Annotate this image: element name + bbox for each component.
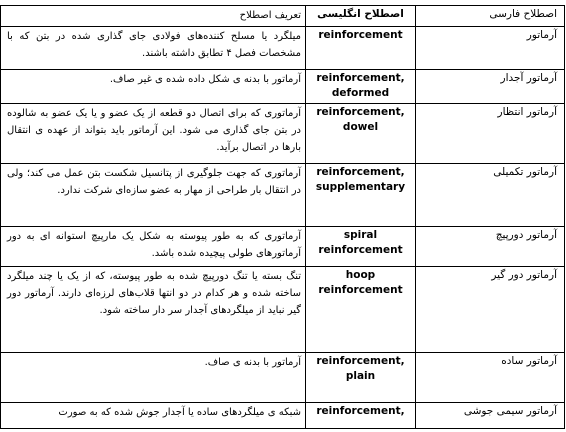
english-term xyxy=(306,267,416,353)
english-term xyxy=(306,104,416,164)
persian-term: آرماتور ساده xyxy=(416,353,565,403)
table-row xyxy=(1,164,565,227)
english-term-line: reinforcement xyxy=(318,284,403,296)
table-row xyxy=(1,227,565,267)
definition: شبکه ی میلگردهای ساده یا آجدار جوش شده که به صورت xyxy=(1,403,306,429)
english-term xyxy=(306,403,416,429)
definition: آرماتوری که جهت جلوگیری از پتانسیل شکست بتن عمل می کند؛ ولی در انتقال بار طراحی از مهار به عضو سازه‌ای شرکت ندارد. xyxy=(1,164,306,227)
english-term-line: dowel xyxy=(342,121,379,133)
english-term-line: reinforcement, xyxy=(316,106,405,118)
definition: تنگ بسته یا تنگ دورپیچ شده به طور پیوسته، که از یک یا چند میلگرد ساخته شده و هر کدام در دو انتها قلاب‌های لرزه‌ای دارند. آرماتور دور گیر نباید از میلگردهای آجدار سر دار ساخته شود. xyxy=(1,267,306,353)
header-persian-term: اصطلاح فارسی xyxy=(416,6,565,27)
english-term xyxy=(306,27,416,70)
english-term xyxy=(306,353,416,403)
table-row xyxy=(1,267,565,353)
header-row xyxy=(1,6,565,27)
english-term-line: reinforcement, xyxy=(316,166,405,178)
english-term xyxy=(306,227,416,267)
glossary-table xyxy=(0,5,565,429)
table-row xyxy=(1,104,565,164)
table-row xyxy=(1,27,565,70)
english-term-line: deformed xyxy=(331,87,390,99)
persian-term: آرماتور دورپیچ xyxy=(416,227,565,267)
table-row xyxy=(1,70,565,104)
persian-term: آرماتور تکمیلی xyxy=(416,164,565,227)
english-term-line: reinforcement, xyxy=(316,72,405,84)
table-row xyxy=(1,403,565,429)
english-term xyxy=(306,164,416,227)
definition: آرماتور با بدنه ی صاف. xyxy=(1,353,306,403)
english-term xyxy=(306,70,416,104)
header-english-term: اصطلاح انگلیسی xyxy=(306,6,416,27)
english-term-line: reinforcement xyxy=(318,244,403,256)
table-row xyxy=(1,353,565,403)
english-term-line: reinforcement, xyxy=(316,405,405,417)
english-term-line: supplementary xyxy=(315,181,406,193)
definition: آرماتور با بدنه ی شکل داده شده ی غیر صاف. xyxy=(1,70,306,104)
persian-term: آرماتور انتظار xyxy=(416,104,565,164)
persian-term: آرماتور xyxy=(416,27,565,70)
english-term-line: reinforcement xyxy=(318,29,403,41)
definition: آرماتوری که به طور پیوسته به شکل یک مارپیچ استوانه ای به دور آرماتورهای طولی پیچیده شده باشد. xyxy=(1,227,306,267)
english-term-line: reinforcement, xyxy=(316,355,405,367)
persian-term: آرماتور دور گیر xyxy=(416,267,565,353)
definition: آرماتوری که برای اتصال دو قطعه از یک عضو و یا یک عضو به شالوده در بتن جای گذاری می شود. این آرماتور باید بتواند از عهده ی انتقال بارها در اتصال برآید. xyxy=(1,104,306,164)
definition: میلگرد یا مسلح کننده‌های فولادی جای گذاری شده در بتن که با مشخصات فصل ۴ تطابق داشته باشند. xyxy=(1,27,306,70)
persian-term: آرماتور سیمی جوشی xyxy=(416,403,565,429)
persian-term: آرماتور آجدار xyxy=(416,70,565,104)
english-term-line: spiral xyxy=(343,229,378,241)
header-definition: تعریف اصطلاح xyxy=(1,6,306,27)
english-term-line: hoop xyxy=(345,269,376,281)
english-term-line: plain xyxy=(345,370,376,382)
